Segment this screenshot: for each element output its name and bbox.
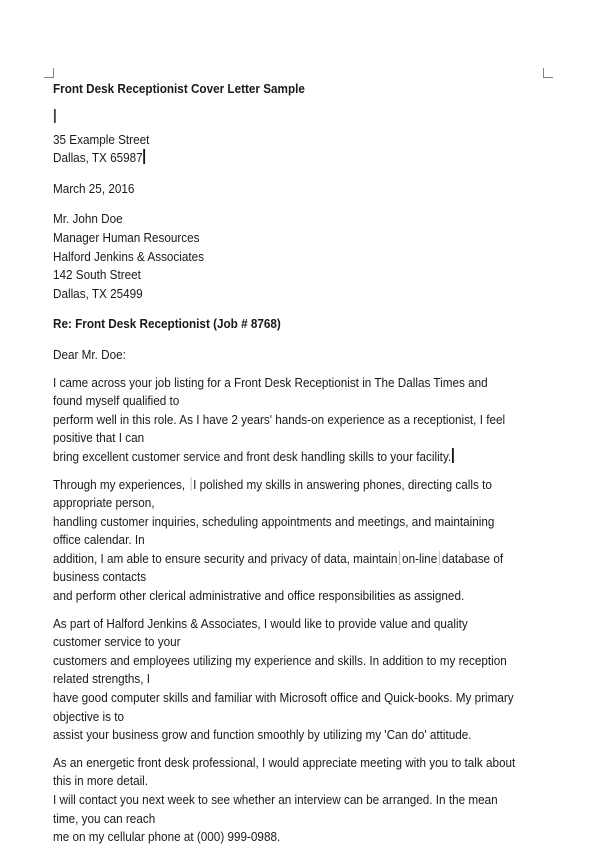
selection-marker-icon (399, 551, 400, 565)
recipient-street: 142 South Street (53, 268, 141, 283)
paragraph-3 (53, 615, 518, 745)
paragraph-line: As an energetic front desk professional, I would appreciate meeting with you to talk about this in more detail. (53, 755, 516, 789)
paragraph-line: have good computer skills and familiar with Microsoft office and Quick-books. My primary objective is to (53, 691, 514, 724)
letter-subject: Re: Front Desk Receptionist (Job # 8768) (53, 317, 281, 332)
recipient-title: Manager Human Resources (53, 230, 200, 245)
paragraph-line: I will contact you next week to see whether an interview can be arranged. In the mean time, you can reach (53, 793, 498, 826)
paragraph-line: and perform other clerical administrative and office responsibilities as assigned. (53, 589, 465, 604)
recipient-name: Mr. John Doe (53, 212, 123, 227)
text-cursor-icon (54, 109, 56, 123)
paragraph-line: assist your business grow and function smoothly by utilizing my 'Can do' attitude. (53, 728, 472, 743)
paragraph-2 (53, 476, 518, 606)
paragraph-line: Through my experiences, I polished my skills in answering phones, directing calls to appropriate person, (53, 477, 492, 511)
paragraph-line: perform well in this role. As I have 2 years' hands-on experience as a receptionist, I feel positive that I can (53, 412, 506, 446)
selection-marker-icon (190, 477, 191, 491)
text-cursor-icon (452, 448, 454, 463)
paragraph-line: addition, I am able to ensure security and privacy of data, maintain on-line database of business contacts (53, 551, 504, 585)
document-body[interactable] (53, 80, 518, 847)
paragraph-line: bring excellent customer service and front desk handling skills to your facility. (53, 448, 518, 467)
salutation: Dear Mr. Doe: (53, 347, 126, 362)
paragraph-line: customers and employees utilizing my experience and skills. In addition to my reception related strengths, I (53, 653, 507, 687)
paragraph-line: As part of Halford Jenkins & Associates, I would like to provide value and quality customer service to your (53, 616, 468, 650)
text-cursor-icon (144, 149, 146, 164)
page-corner-mark-top-right (543, 68, 553, 78)
paragraph-4 (53, 754, 518, 847)
sender-city: Dallas, TX 65987 (53, 149, 518, 168)
selection-marker-icon (439, 551, 440, 565)
sender-street: 35 Example Street (53, 132, 150, 147)
recipient-company: Halford Jenkins & Associates (53, 249, 205, 264)
paragraph-line: I came across your job listing for a Front Desk Receptionist in The Dallas Times and found myself qualified to (53, 375, 488, 409)
letter-date: March 25, 2016 (53, 181, 135, 196)
recipient-city: Dallas, TX 25499 (53, 286, 143, 301)
page-corner-mark-top-left (44, 68, 54, 78)
paragraph-line: handling customer inquiries, scheduling appointments and meetings, and maintaining office calendar. In (53, 514, 495, 548)
document-title: Front Desk Receptionist Cover Letter Sample (53, 82, 305, 96)
paragraph-1 (53, 374, 518, 467)
paragraph-line: me on my cellular phone at (000) 999-0988. (53, 830, 281, 845)
